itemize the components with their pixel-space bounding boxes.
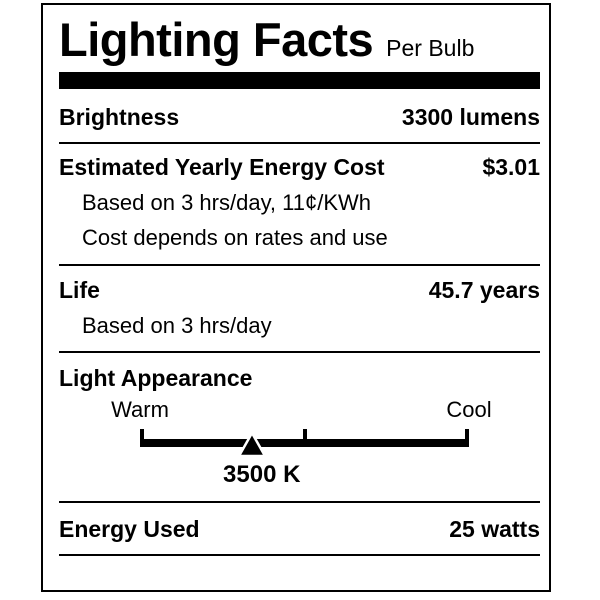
color-temp-value: 3500 K — [223, 461, 301, 488]
lighting-facts-label — [41, 3, 551, 592]
label-title: Lighting Facts — [59, 13, 374, 66]
energy-cost-note-disclaimer: Cost depends on rates and use — [82, 225, 388, 250]
energy-used-value: 25 watts — [449, 516, 540, 542]
energy-cost-value: $3.01 — [482, 154, 540, 180]
scale-bar — [140, 439, 469, 447]
cool-label: Cool — [446, 397, 492, 422]
energy-cost-section — [59, 144, 540, 266]
energy-used-section — [59, 503, 540, 556]
life-value: 45.7 years — [428, 277, 540, 303]
brightness-section — [59, 89, 540, 144]
light-appearance-label: Light Appearance — [59, 365, 253, 391]
label-subtitle: Per Bulb — [386, 35, 475, 61]
life-note-basis: Based on 3 hrs/day — [82, 313, 272, 338]
energy-used-label: Energy Used — [59, 516, 200, 542]
color-temp-scale — [140, 429, 469, 459]
title-divider-bar — [59, 72, 540, 89]
brightness-label: Brightness — [59, 104, 180, 130]
warm-cool-labels — [111, 397, 492, 422]
color-temp-row — [140, 461, 469, 488]
energy-cost-note-basis: Based on 3 hrs/day, 11¢/KWh — [82, 190, 372, 215]
life-section — [59, 266, 540, 353]
triangle-marker-icon — [237, 431, 267, 458]
energy-cost-label: Estimated Yearly Energy Cost — [59, 154, 385, 180]
light-appearance-section — [59, 353, 540, 503]
color-temp-marker — [237, 431, 267, 458]
brightness-value: 3300 lumens — [401, 104, 540, 130]
life-label: Life — [59, 277, 100, 303]
label-header — [59, 10, 540, 67]
warm-label: Warm — [111, 397, 169, 422]
